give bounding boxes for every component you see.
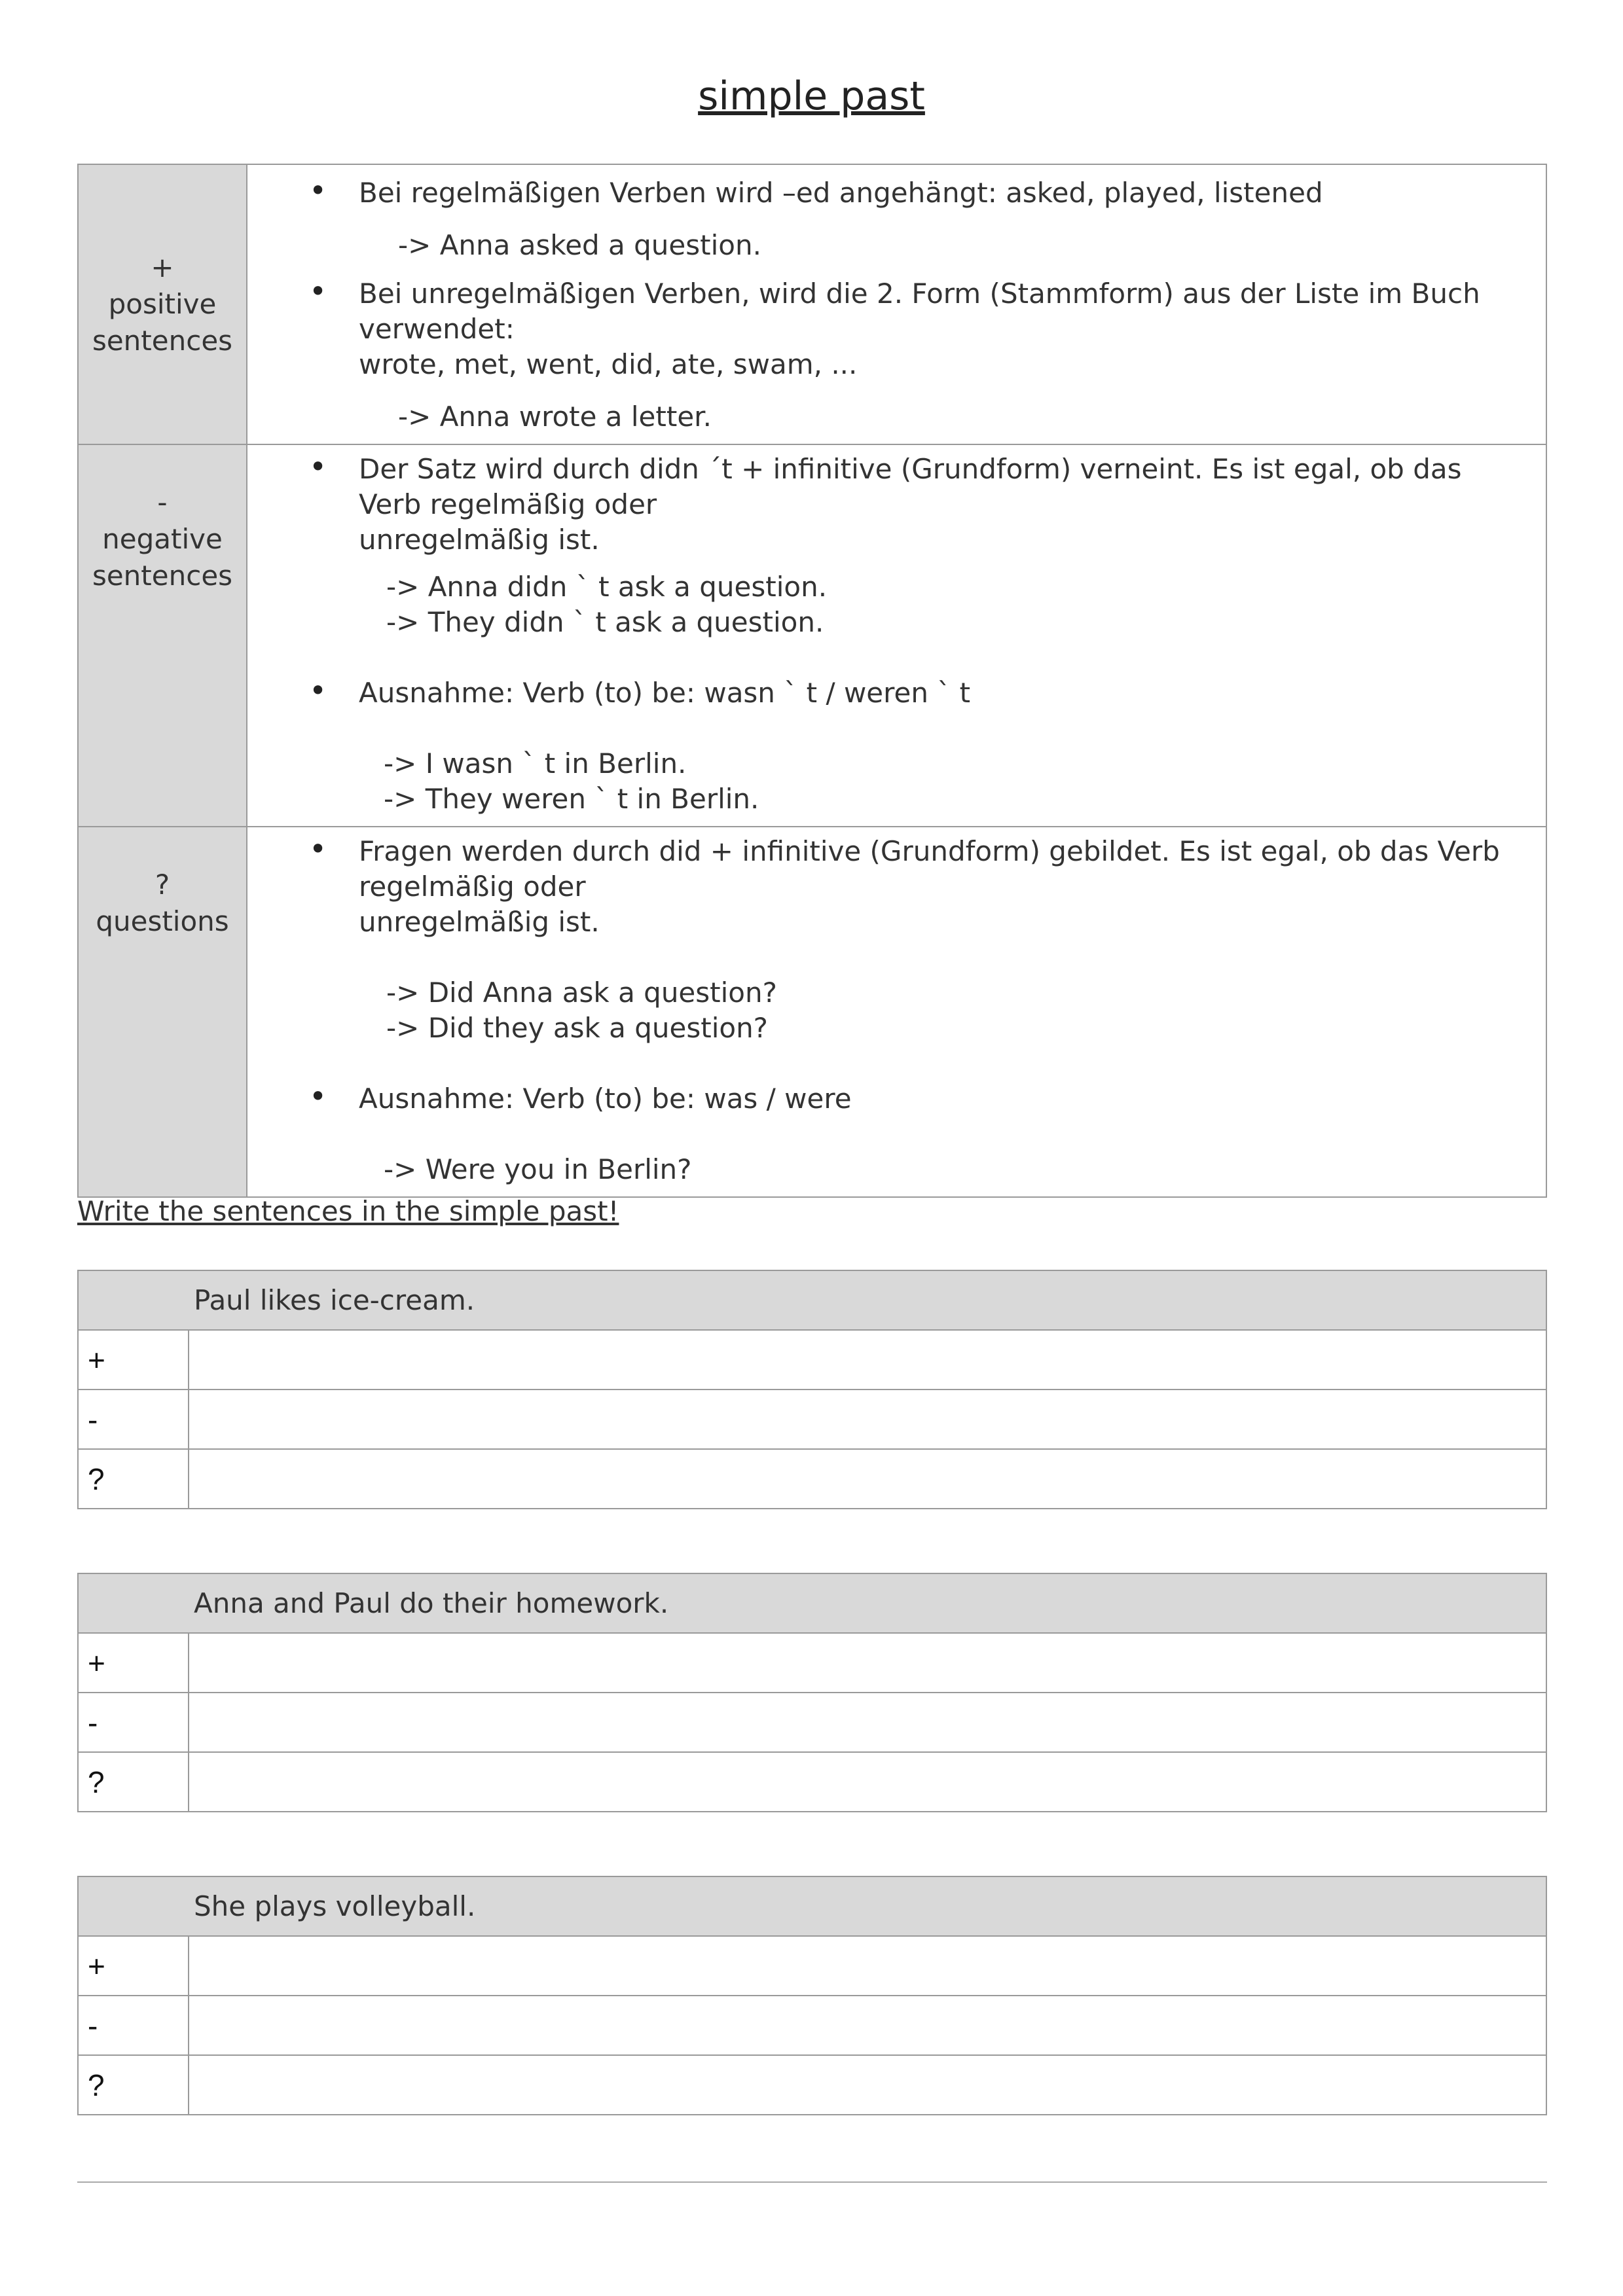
exercise-sentence: Paul likes ice-cream. — [189, 1270, 1546, 1330]
header-spacer — [78, 1573, 189, 1633]
header-spacer — [78, 1270, 189, 1330]
answer-field[interactable] — [189, 1996, 1546, 2055]
grammar-row-negative — [78, 444, 1546, 827]
bullet-item — [247, 834, 1526, 940]
grammar-table — [77, 164, 1547, 1198]
answer-row — [78, 1330, 1546, 1390]
row-label-questions — [78, 827, 247, 1197]
row-symbol-minus: - — [78, 1996, 189, 2055]
example-line: -> They didn ` t ask a question. — [386, 606, 824, 638]
row-label-negative — [78, 444, 247, 827]
answer-field[interactable] — [189, 1936, 1546, 1996]
answer-row — [78, 1449, 1546, 1509]
symbol-plus: + — [151, 251, 174, 283]
label-text: sentences — [92, 560, 233, 592]
bullet-item — [247, 452, 1526, 558]
bullet-text: unregelmäßig ist. — [359, 906, 600, 938]
answer-row — [78, 1996, 1546, 2055]
bullet-text: • Bei unregelmäßigen Verben, wird die 2. Form (Stammform) aus der Liste im Buch verwendet: — [359, 278, 1480, 345]
answer-field[interactable] — [189, 1752, 1546, 1812]
answer-field[interactable] — [189, 1449, 1546, 1509]
example-line: -> Did they ask a question? — [386, 1012, 768, 1044]
example-line: -> Anna asked a question. — [398, 229, 761, 261]
grammar-row-questions — [78, 827, 1546, 1197]
row-symbol-plus: + — [78, 1633, 189, 1693]
bullet-item: • Bei regelmäßigen Verben wird –ed angehängt: asked, played, listened — [247, 175, 1526, 211]
exercise-sentence: Anna and Paul do their homework. — [189, 1573, 1546, 1633]
exercise-table-2 — [77, 1573, 1547, 1812]
label-text: positive — [108, 288, 217, 320]
label-text: questions — [96, 905, 229, 937]
exercise-sentence: She plays volleyball. — [189, 1876, 1546, 1936]
example-line: -> Were you in Berlin? — [384, 1153, 692, 1185]
answer-row — [78, 1693, 1546, 1752]
answer-field[interactable] — [189, 1330, 1546, 1390]
exercise-header — [78, 1270, 1546, 1330]
exercise-instruction: Write the sentences in the simple past! — [77, 1195, 619, 1227]
grammar-row-positive — [78, 164, 1546, 444]
footer-divider — [77, 2181, 1547, 2183]
bullet-text: • Der Satz wird durch didn ´t + infinitive (Grundform) verneint. Es ist egal, ob das Verb regelmäßig oder — [359, 453, 1462, 520]
symbol-minus: - — [157, 486, 168, 518]
answer-row — [78, 1752, 1546, 1812]
row-content-positive — [247, 164, 1546, 444]
bullet-item: • Ausnahme: Verb (to) be: wasn ` t / weren ` t — [247, 675, 1526, 711]
row-symbol-plus: + — [78, 1330, 189, 1390]
answer-row — [78, 1390, 1546, 1449]
example-line: -> Anna didn ` t ask a question. — [386, 571, 828, 603]
row-label-positive — [78, 164, 247, 444]
answer-field[interactable] — [189, 2055, 1546, 2115]
exercise-table-1 — [77, 1270, 1547, 1509]
bullet-text: unregelmäßig ist. — [359, 524, 600, 556]
example-line: -> I wasn ` t in Berlin. — [384, 747, 687, 780]
label-text: negative — [102, 523, 223, 555]
row-symbol-plus: + — [78, 1936, 189, 1996]
row-symbol-question: ? — [78, 2055, 189, 2115]
row-symbol-minus: - — [78, 1693, 189, 1752]
bullet-item: • Ausnahme: Verb (to) be: was / were — [247, 1081, 1526, 1117]
header-spacer — [78, 1876, 189, 1936]
answer-row — [78, 1936, 1546, 1996]
label-text: sentences — [92, 325, 233, 357]
exercise-header — [78, 1573, 1546, 1633]
exercise-header — [78, 1876, 1546, 1936]
page-title: simple past — [698, 73, 925, 119]
answer-row — [78, 2055, 1546, 2115]
row-symbol-question: ? — [78, 1752, 189, 1812]
row-symbol-question: ? — [78, 1449, 189, 1509]
answer-field[interactable] — [189, 1693, 1546, 1752]
answer-field[interactable] — [189, 1633, 1546, 1693]
answer-field[interactable] — [189, 1390, 1546, 1449]
example-line: -> They weren ` t in Berlin. — [384, 783, 759, 815]
example-line: -> Anna wrote a letter. — [398, 401, 712, 433]
row-content-negative — [247, 444, 1546, 827]
row-symbol-minus: - — [78, 1390, 189, 1449]
bullet-text: wrote, met, went, did, ate, swam, ... — [359, 348, 858, 380]
bullet-item — [247, 276, 1526, 382]
exercise-table-3 — [77, 1876, 1547, 2115]
answer-row — [78, 1633, 1546, 1693]
symbol-question: ? — [155, 869, 170, 901]
bullet-text: • Fragen werden durch did + infinitive (Grundform) gebildet. Es ist egal, ob das Verb regelmäßig oder — [359, 835, 1500, 903]
example-line: -> Did Anna ask a question? — [386, 977, 777, 1009]
row-content-questions — [247, 827, 1546, 1197]
